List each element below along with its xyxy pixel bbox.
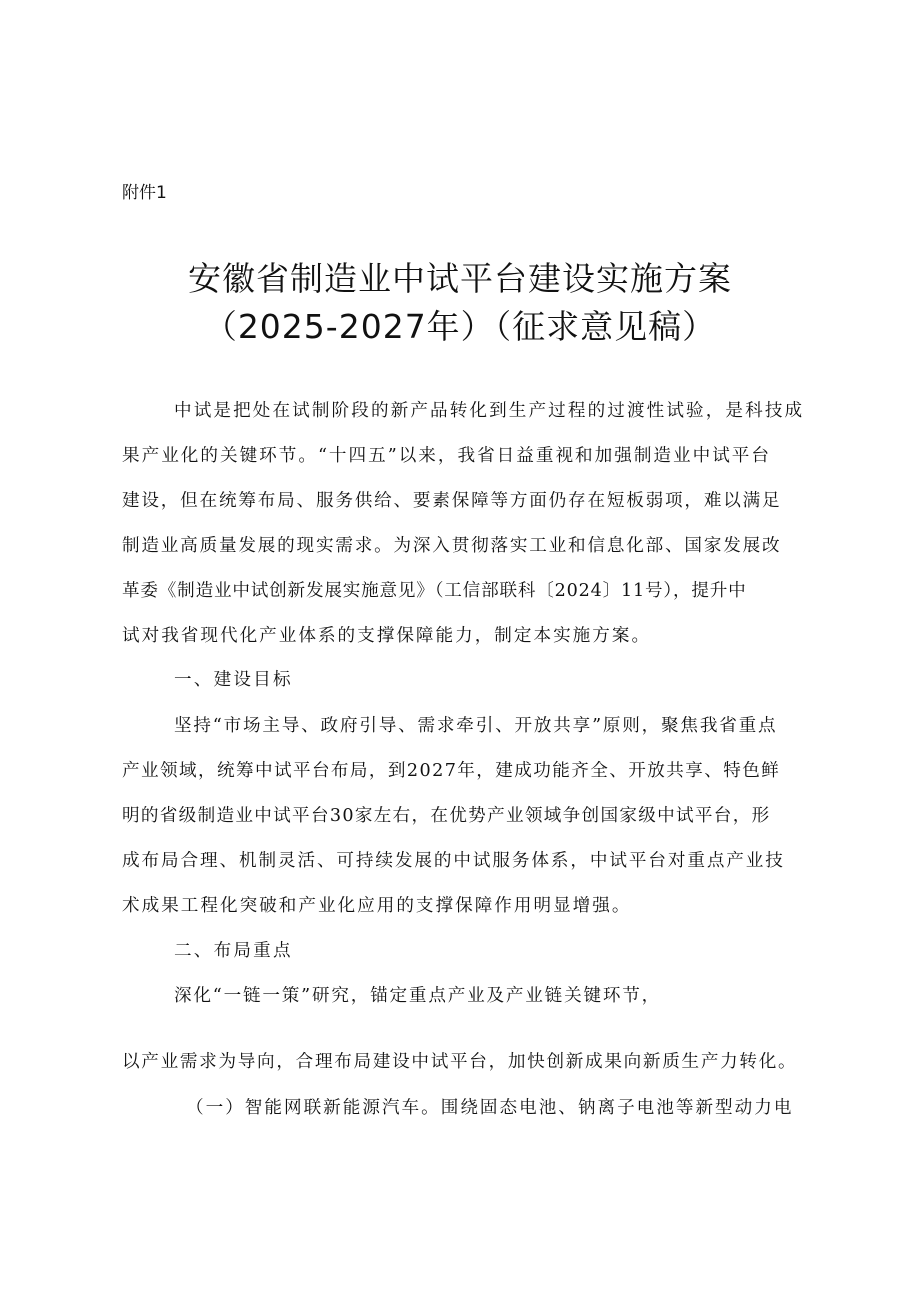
section-heading-construction-goals: 一、建设目标: [174, 670, 293, 690]
paragraph-2-line-4: 成布局合理、机制灵活、可持续发展的中试服务体系，中试平台对重点产业技: [122, 851, 785, 871]
document-title-line-1: 安徽省制造业中试平台建设实施方案: [188, 259, 732, 298]
document-title-line-2: （2025-2027年）（征求意见稿）: [203, 307, 717, 346]
paragraph-3-line-2: 以产业需求为导向，合理布局建设中试平台，加快创新成果向新质生产力转化。: [122, 1052, 798, 1072]
paragraph-2-line-5: 术成果工程化突破和产业化应用的支撑保障作用明显增强。: [122, 896, 632, 916]
paragraph-1-line-1: 中试是把处在试制阶段的新产品转化到生产过程的过渡性试验，是科技成: [174, 401, 805, 421]
paragraph-3-line-1: 深化“一链一策”研究，锚定重点产业及产业链关键环节，: [174, 986, 662, 1006]
section-heading-layout-focus: 二、布局重点: [174, 941, 293, 961]
paragraph-1-line-4: 制造业高质量发展的现实需求。为深入贯彻落实工业和信息化部、国家发展改: [122, 536, 782, 556]
paragraph-1-line-2: 果产业化的关键环节。“十四五”以来，我省日益重视和加强制造业中试平台: [122, 446, 771, 466]
paragraph-1-line-3: 建设，但在统筹布局、服务供给、要素保障等方面仍存在短板弱项，难以满足: [122, 491, 782, 511]
paragraph-1-line-6: 试对我省现代化产业体系的支撑保障能力，制定本实施方案。: [122, 626, 652, 646]
paragraph-4-line-1: （一）智能网联新能源汽车。围绕固态电池、钠离子电池等新型动力电: [186, 1098, 794, 1118]
paragraph-2-line-2: 产业领域，统筹中试平台布局，到2027年，建成功能齐全、开放共享、特色鲜: [122, 761, 781, 781]
paragraph-1-line-5: 革委《制造业中试创新发展实施意见》（工信部联科〔2024〕11号），提升中: [122, 581, 747, 601]
paragraph-2-line-1: 坚持“市场主导、政府引导、需求牵引、开放共享”原则，聚焦我省重点: [174, 716, 778, 736]
paragraph-2-line-3: 明的省级制造业中试平台30家左右，在优势产业领域争创国家级中试平台，形: [122, 806, 771, 826]
attachment-label: 附件1: [122, 183, 167, 203]
